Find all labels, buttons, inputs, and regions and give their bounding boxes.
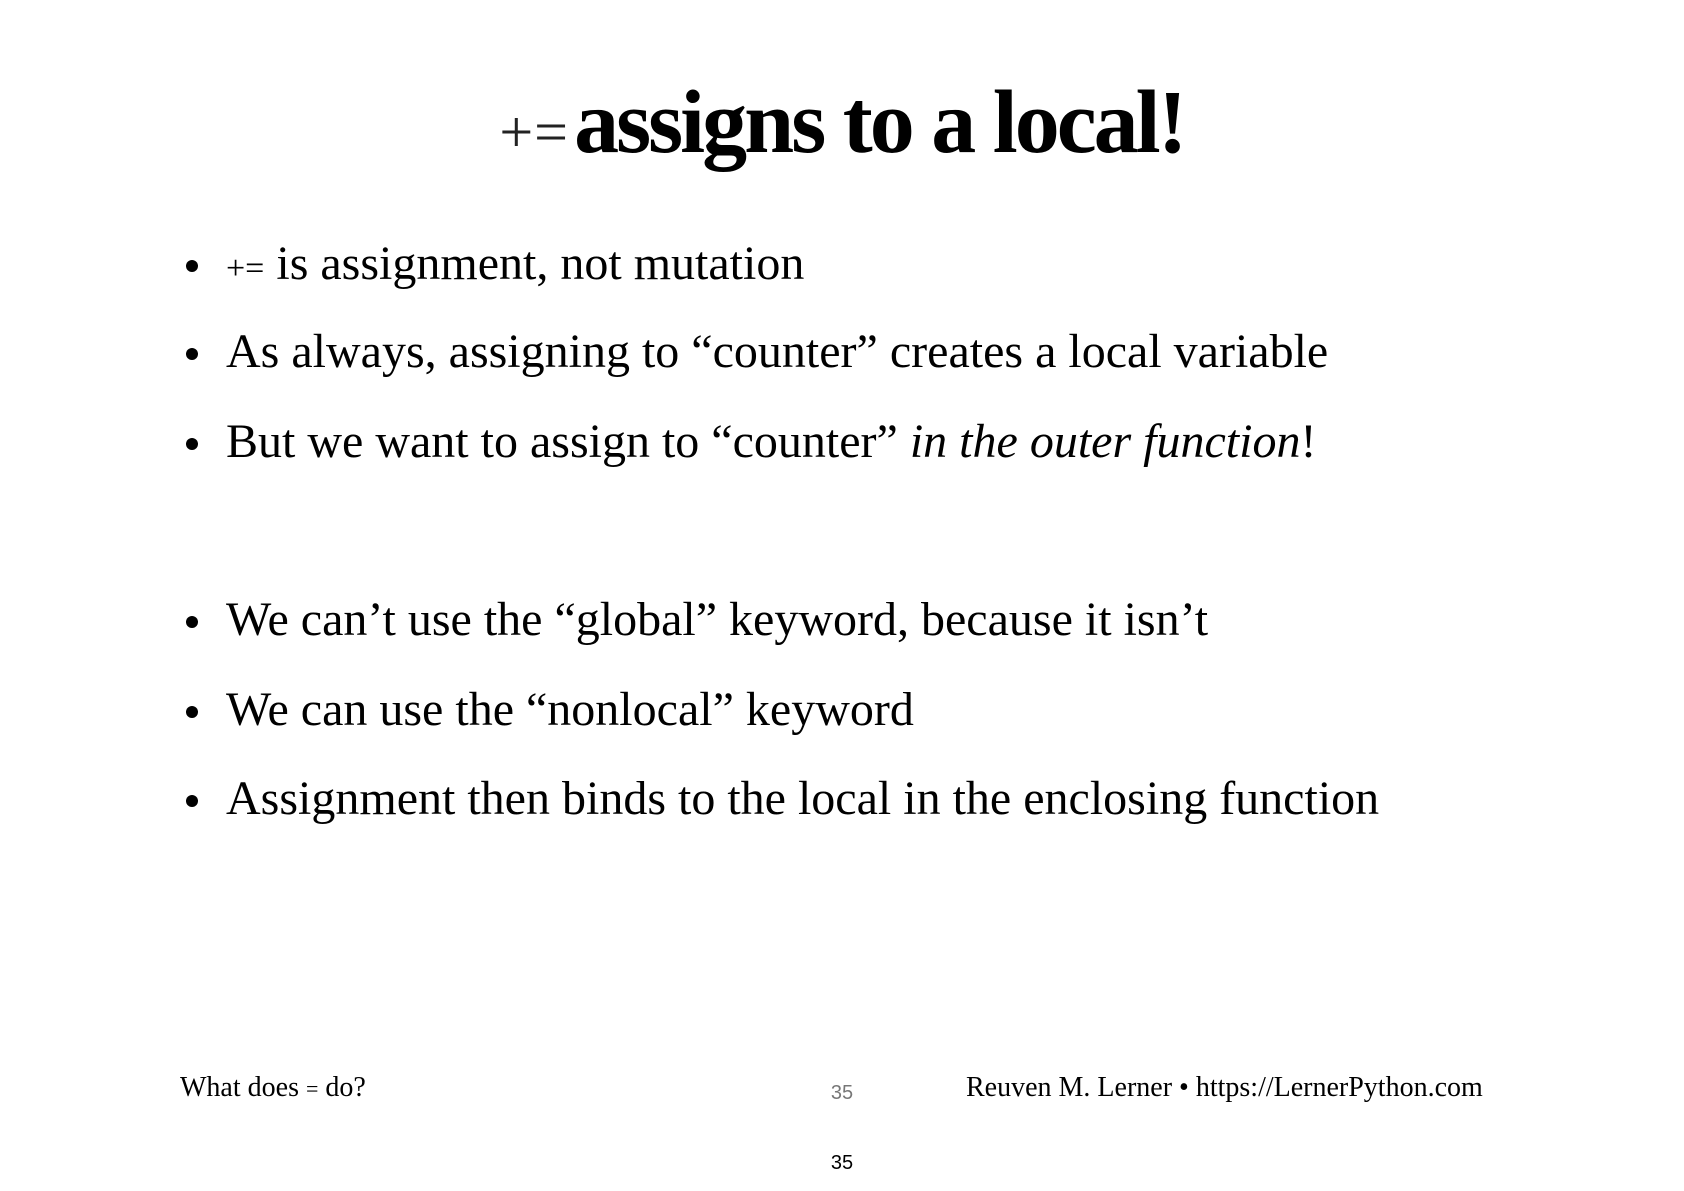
bullet-marker — [186, 616, 198, 628]
bullet-marker — [186, 348, 198, 360]
bullet-text-body: is assignment, not mutation — [264, 237, 805, 290]
bullet-marker — [186, 795, 198, 807]
slide-title — [0, 73, 1684, 172]
bullet-text — [226, 234, 804, 299]
bullet-marker — [186, 706, 198, 718]
bullet-item — [180, 234, 1620, 294]
bullet-item — [180, 412, 1620, 472]
bullet-marker — [186, 260, 198, 272]
bullet-text: Assignment then binds to the local in the enclosing function — [226, 772, 1380, 825]
bullet-item — [180, 680, 1620, 740]
footer-slide-number: 35 — [830, 1082, 854, 1104]
bullet-item — [180, 769, 1620, 829]
bullet-marker — [186, 438, 198, 450]
footer-topic-end: do? — [318, 1072, 366, 1103]
title-text: assigns to a local! — [574, 73, 1185, 172]
title-operator: += — [499, 99, 570, 165]
bullet-text: As always, assigning to “counter” creates a local variable — [226, 325, 1329, 378]
bullet-text — [226, 412, 1316, 472]
footer-topic-start: What does — [180, 1072, 306, 1103]
bullet-operator: += — [226, 250, 265, 287]
footer-topic-operator: = — [305, 1076, 319, 1101]
footer-author: Reuven M. Lerner • https://LernerPython.com — [966, 1072, 1483, 1103]
page-number: 35 — [830, 1152, 854, 1174]
bullet-item — [180, 590, 1620, 650]
bullet-text-end: ! — [1300, 415, 1317, 468]
bullet-emphasis: in the outer function — [909, 415, 1301, 468]
bullet-text: We can’t use the “global” keyword, because it isn’t — [226, 593, 1209, 646]
bullet-text-body: But we want to assign to “counter” — [226, 415, 910, 468]
footer-topic — [180, 1072, 366, 1104]
bullet-text: We can use the “nonlocal” keyword — [226, 683, 914, 736]
bullet-item — [180, 322, 1620, 382]
